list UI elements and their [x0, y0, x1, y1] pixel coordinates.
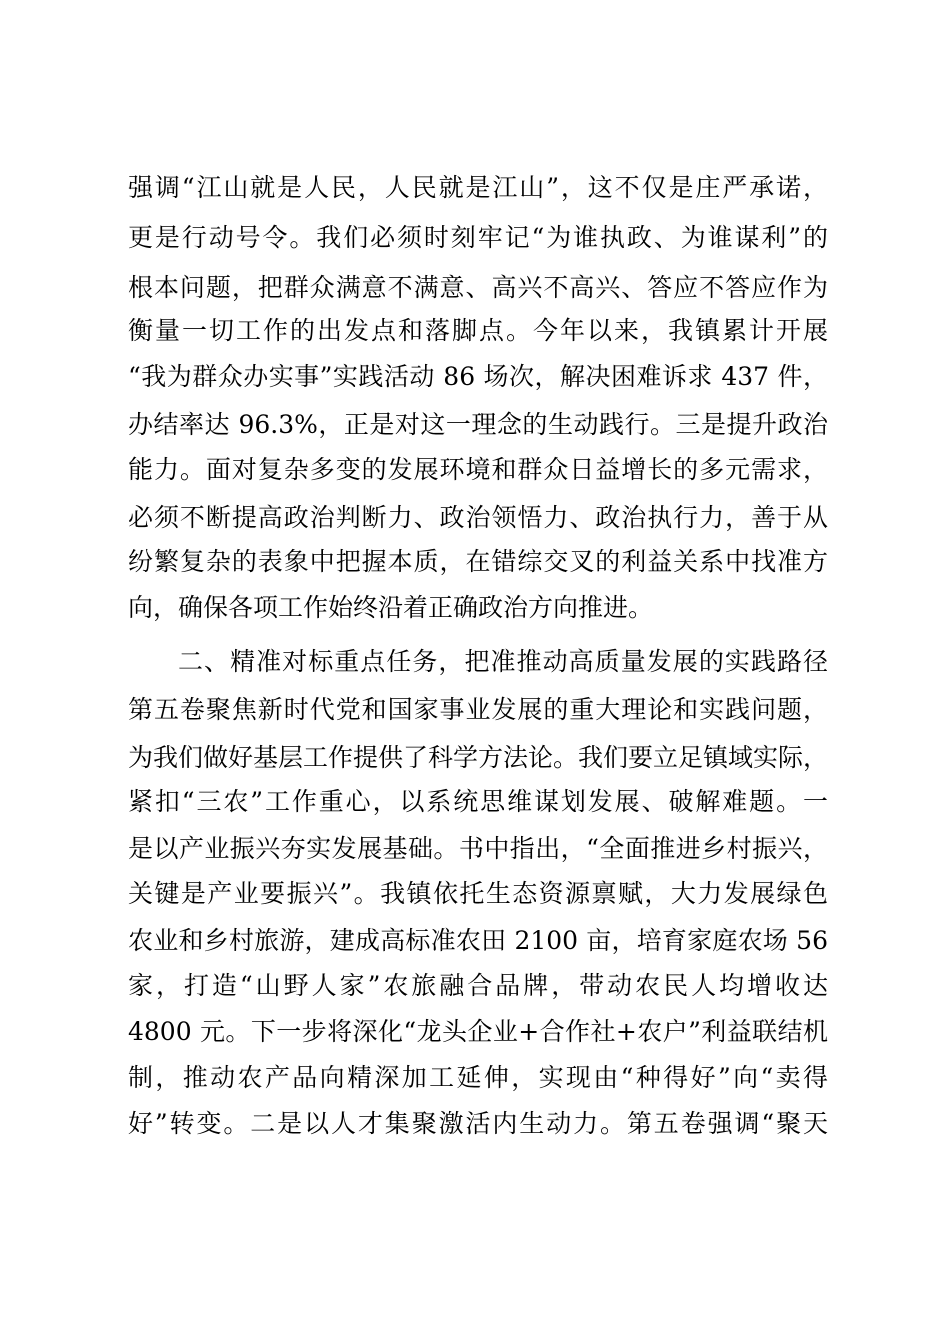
paragraph-line: 为我们做好基层工作提供了科学方法论。我们要立足镇域实际，	[128, 743, 829, 772]
paragraph-line: “我为群众办实事”实践活动 86 场次，解决困难诉求 437 件，	[128, 362, 828, 391]
paragraph-line: 农业和乡村旅游，建成高标准农田 2100 亩，培育家庭农场 56	[128, 926, 828, 955]
paragraph-line: 家，打造“山野人家”农旅融合品牌，带动农民人均增收达	[128, 971, 828, 1000]
paragraph-line: 好”转变。二是以人才集聚激活内生动力。第五卷强调“聚天	[128, 1109, 828, 1138]
paragraph-line: 第五卷聚焦新时代党和国家事业发展的重大理论和实践问题，	[128, 695, 828, 724]
paragraph-line: 衡量一切工作的出发点和落脚点。今年以来，我镇累计开展	[128, 316, 828, 345]
section-heading: 二、精准对标重点任务，把准推动高质量发展的实践路径	[178, 647, 828, 676]
paragraph-line: 4800 元。下一步将深化“龙头企业+合作社+农户”利益联结机	[128, 1017, 828, 1046]
paragraph-line: 更是行动号令。我们必须时刻牢记“为谁执政、为谁谋利”的	[128, 223, 828, 252]
paragraph-line: 必须不断提高政治判断力、政治领悟力、政治执行力，善于从	[128, 503, 828, 532]
paragraph-line: 办结率达 96.3%，正是对这一理念的生动践行。三是提升政治	[128, 410, 828, 439]
paragraph-line: 强调“江山就是人民，人民就是江山”，这不仅是庄严承诺，	[128, 173, 828, 202]
paragraph-line: 能力。面对复杂多变的发展环境和群众日益增长的多元需求，	[128, 455, 828, 484]
paragraph-line: 紧扣“三农”工作重心，以系统思维谋划发展、破解难题。一	[128, 787, 828, 816]
paragraph-line: 根本问题，把群众满意不满意、高兴不高兴、答应不答应作为	[128, 273, 828, 302]
paragraph-line: 向，确保各项工作始终沿着正确政治方向推进。	[128, 593, 654, 622]
paragraph-line: 关键是产业要振兴”。我镇依托生态资源禀赋，大力发展绿色	[128, 879, 828, 908]
paragraph-line: 纷繁复杂的表象中把握本质，在错综交叉的利益关系中找准方	[128, 547, 828, 576]
paragraph-line: 制，推动农产品向精深加工延伸，实现由“种得好”向“卖得	[128, 1063, 828, 1092]
paragraph-line: 是以产业振兴夯实发展基础。书中指出，“全面推进乡村振兴，	[128, 834, 828, 863]
